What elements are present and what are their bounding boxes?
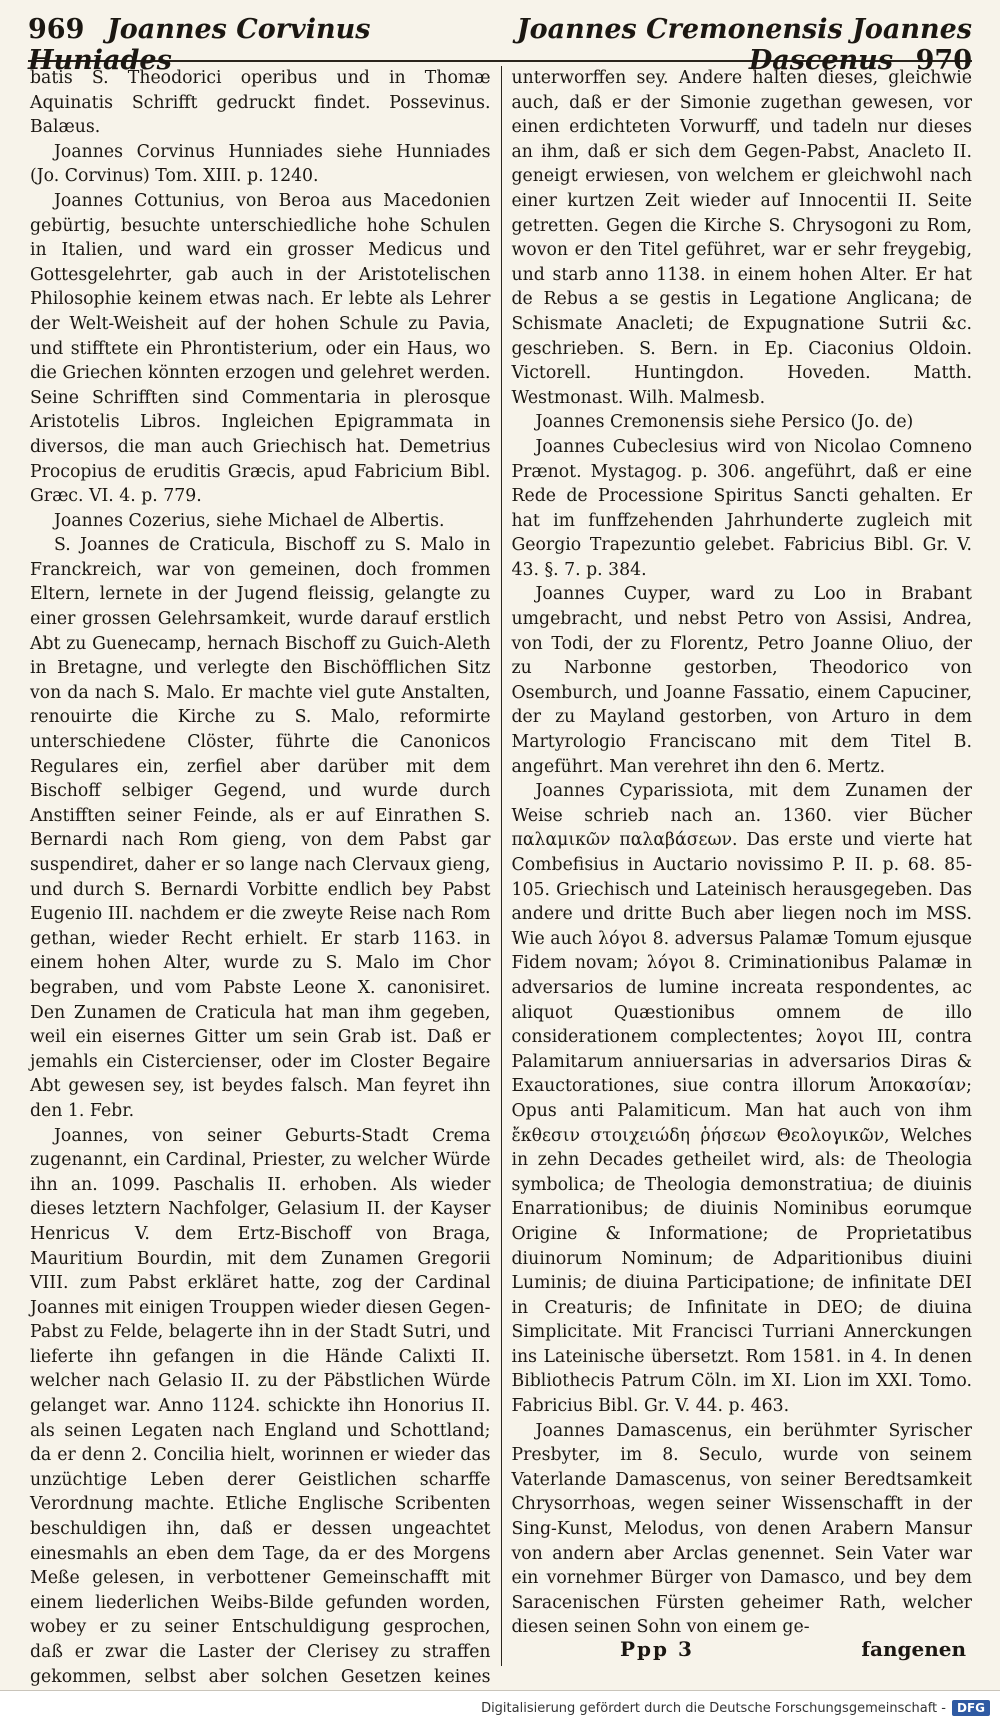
paragraph: unterworffen sey. Andere halten dieses, gleichwie auch, daß er der Simonie zugethan gewesen, vor einen erdichteten Vorwurff, und tadeln nur dieses an ihm, daß er sich dem Gegen-Pabst, Anacleto II. geneigt erwiesen, von welchem er gleichwohl nach einer kurtzen Zeit wieder auf Innocentii II. Seite getretten. Gegen die Kirche S. Chrysogoni zu Rom, wovon er den Titel geführet, war er sehr freygebig, und starb anno 1138. in einem hohen Alter. Er hat de Rebus a se gestis in Legatione Anglicana; de Schismate Anacleti; de Expugnatione Sutrii &c. geschrieben. S. Bern. in Ep. Ciaconius Oldoin. Victorell. Huntingdon. Hoveden. Matth. Westmonast. Wilh. Malmesb. [511,68,972,408]
running-header [28,14,972,76]
right-page-number: 970 [915,45,972,76]
left-column [30,66,501,1687]
paragraph: Joannes Damascenus, ein berühmter Syrischer Presbyter, im 8. Seculo, wurde von seinem Vaterlande Damascenus, von seiner Beredtsamkeit Chrysorrhoas, wegen seiner Wissenschafft in der Sing-Kunst, Melodus, von denen Arabern Mansur von andern aber Arclas genennet. Sein Vater war ein vornehmer Bürger von Damasco, und bey dem Saracenischen Fürsten geheimer Rath, welcher diesen seinen Sohn von einem ge- [511,1420,972,1638]
paragraph: Joannes, von seiner Geburts-Stadt Crema zugenannt, ein Cardinal, Priester, zu welcher Würde ihn an. 1099. Paschalis II. erhoben. Als wieder dieses letztern Nachfolger, Gelasium II. der Kayser Henricus V. dem Ertz-Bischoff von Braga, Mauritium Bourdin, mit dem Zunamen Gregorii VIII. zum Pabst erkläret hatte, zog der Cardinal Joannes mit einigen Trouppen wieder diesen Gegen-Pabst zu Felde, belagerte ihn in der Stadt Sutri, und lieferte ihn gefangen in die Hände Calixti II. welcher nach Gelasio II. zu der Päbstlichen Würde gelanget war. Anno 1124. schickte ihn Honorius II. als seinen Legaten nach England und Schottland; da er denn 2. Concilia hielt, worinnen er wieder das unzüchtige Leben derer Geistlichen scharffe Verordnung machte. Etliche Englische Scribenten beschuldigen ihn, daß er dessen ungeachtet einesmahls an eben dem Tage, da er des Morgens Meße gelesen, in verbottener Gemeinschafft mit einem liederlichen Weibs-Bilde gefunden worden, wobey er zu seiner Entschuldigung gesprochen, daß er zwar die Laster der Clerisey zu straffen gekommen, selbst aber solchen Gesetzen keines [30,1125,491,1687]
paragraph: Joannes Cozerius, siehe Michael de Albertis. [54,510,445,531]
right-running-title: Joannes Cremonensis Joannes Dascenus [516,14,972,76]
paragraph: Joannes Cottunius, von Beroa aus Macedonien gebürtig, besuchte unterschiedliche hohe Schulen in Italien, und ward ein grosser Medicus und Gottesgelehrter, gab auch in der Aristotelischen Philosophie keinem etwas nach. Er lebte als Lehrer der Welt-Weisheit auf der hohen Schule zu Pavia, und stifftete ein Phrontisterium, oder ein Haus, wo die Griechen könnten erzogen und gelehret werden. Seine Schrifften sind Commentaria in plerosque Aristotelis Libros. Ingleichen Epigrammata in diversos, die man auch Griechisch hat. Demetrius Procopius de eruditis Græcis, apud Fabricium Bibl. Græc. VI. 4. p. 779. [30,190,491,507]
digitization-footer [0,1690,1000,1725]
signature-mark: Ppp 3 [620,1637,694,1661]
catchword: fangenen [861,1637,966,1661]
paragraph: Joannes Corvinus Hunniades siehe Hunniades (Jo. Corvinus) Tom. XIII. p. 1240. [30,141,491,187]
footer-text: Digitalisierung gefördert durch die Deutsche Forschungsgemeinschaft - [481,1700,946,1716]
dfg-logo-badge: DFG [952,1700,990,1716]
paragraph: batis S. Theodorici operibus und in Thomæ Aquinatis Schrifft gedruckt findet. Possevinus. Balæus. [30,68,491,138]
text-columns [30,66,972,1687]
paragraph: S. Joannes de Craticula, Bischoff zu S. Malo in Franckreich, war von gemeinen, doch frommen Eltern, lernete in der Jugend fleissig, gelangte zu einer grossen Gelehrsamkeit, wurde darauf erstlich Abt zu Guenecamp, hernach Bischoff zu Guich-Aleth in Bretagne, und verlegte den Bischöfflichen Sitz von da nach S. Malo. Er machte viel gute Anstalten, renouirte die Kirche zu S. Malo, reformirte unterschiedene Clöster, führte die Canonicos Regulares ein, zerfiel aber darüber mit dem Bischoff selbiger Gegend, und wurde durch Anstifften seiner Feinde, als er auf Einrathen S. Bernardi nach Rom gieng, von dem Pabst gar suspendiret, daher er so lange nach Clervaux gieng, und durch S. Bernardi Vorbitte endlich bey Pabst Eugenio III. nachdem er die zweyte Reise nach Rom gethan, wieder Recht erhielt. Er starb 1163. in einem hohen Alter, wurde zu S. Malo im Chor begraben, und vom Pabste Leone X. canonisiret. Den Zunamen de Craticula hat man ihm gegeben, weil ein eisernes Gitter um sein Grab ist. Daß er jemahls ein Cistercienser, oder im Closter Begaire Abt gewesen sey, ist beydes falsch. Man feyret ihn den 1. Febr. [30,535,491,1121]
paragraph: Joannes Cuyper, ward zu Loo in Brabant umgebracht, und nebst Petro von Assisi, Andrea, von Todi, der zu Florentz, Petro Joanne Oliuo, der zu Narbonne gestorben, Theodorico von Osemburch, und Joanne Fassatio, einem Capuciner, der zu Mayland gestorben, von Arturo in dem Martyrologio Franciscano mit dem Titel B. angeführt. Man verehret ihn den 6. Mertz. [511,584,972,777]
left-running-title: Joannes Corvinus Huniades [28,14,371,76]
paragraph: Joannes Cremonensis siehe Persico (Jo. de) [535,412,914,433]
right-column [501,66,973,1666]
paragraph: Joannes Cyparissiota, mit dem Zunamen der Weise schrieb nach an. 1360. vier Bücher παλαμικῶν παλαβάσεων. Das erste und vierte hat Combefisius in Auctario novissimo P. II. p. 68. 85-105. Griechisch und Lateinisch herausgegeben. Das andere und dritte Buch aber liegen noch im MSS. Wie auch λόγοι 8. adversus Palamæ Tomum ejusque Fidem novam; λόγοι 8. Criminationibus Palamæ in adversarios de lumine increata respondentes, ac aliquot Quæstionibus omnem de illo considerationem complectentes; λογοι III, contra Palamitarum anniuersarias in adversarios Diras & Exauctorationes, siue contra illorum Ἀποκασίαν; Opus anti Palamiticum. Man hat auch von ihm ἔκθεσιν στοιχειώδη ῥήσεων Θεολογικῶν, Welches in zehn Decades getheilet wird, als: de Theologia symbolica; de Theologia demonstratiua; de diuinis Enarrationibus; de diuinis Nominibus eorumque Origine & Informatione; de Proprietatibus diuinorum Nominum; de Adparitionibus diuini Luminis; de diuina Participatione; de infinitate DEI in Creaturis; de Infinitate in DEO; de diuina Simplicitate. Mit Francisci Turriani Annerckungen ins Lateinische übersetzt. Rom 1581. in 4. In denen Bibliothecis Patrum Cöln. im XI. Lion im XXI. Tomo. Fabricius Bibl. Gr. V. 44. p. 463. [511,781,972,1417]
paragraph: Joannes Cubeclesius wird von Nicolao Comneno Prænot. Mystagog. p. 306. angeführt, daß er eine Rede de Processione Spiritus Sancti gehalten. Er hat im funffzehenden Jahrhunderte zugleich mit Georgio Trapezuntio gelebet. Fabricius Bibl. Gr. V. 43. §. 7. p. 384. [511,436,972,580]
left-page-number: 969 [28,14,85,45]
